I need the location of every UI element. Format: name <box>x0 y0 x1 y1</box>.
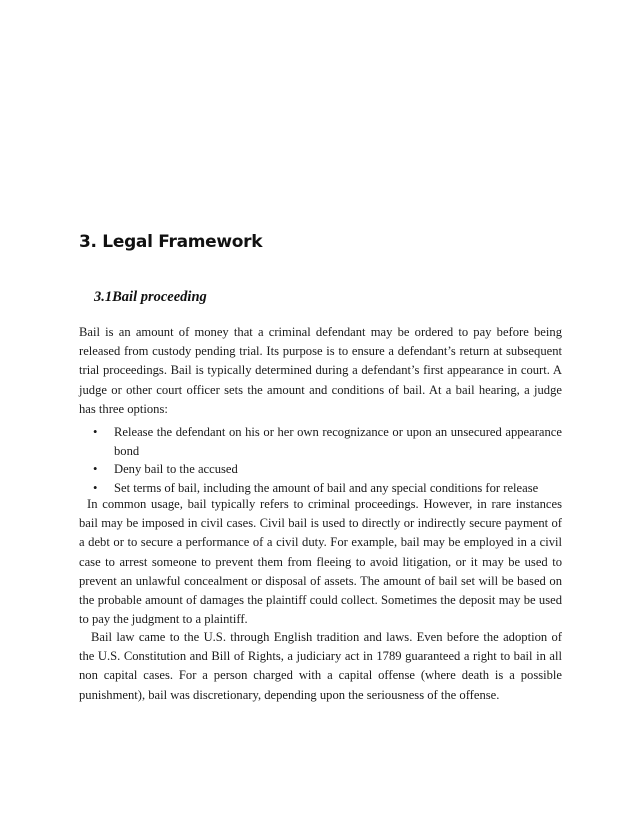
list-item <box>79 460 562 479</box>
list-item-text: Set terms of bail, including the amount of bail and any special conditions for release <box>114 480 539 495</box>
list-item-text: Release the defendant on his or her own recognizance or upon an unsecured appearance bond <box>114 425 562 458</box>
bail-options-list <box>79 423 562 497</box>
bullet-icon: • <box>93 462 98 476</box>
intro-paragraph: Bail is an amount of money that a criminal defendant may be ordered to pay before being released from custody pending trial. Its purpose is to ensure a defendant’s return at subsequent trial proceedings. Bail is typically determined during a defendant’s first appearance in court. A judge or other court officer sets the amount and conditions of bail. At a bail hearing, a judge has three options: <box>79 325 562 416</box>
list-item-text: Deny bail to the accused <box>114 462 238 476</box>
list-item <box>79 423 562 460</box>
bullet-icon: • <box>93 425 98 439</box>
civil-bail-paragraph: In common usage, bail typically refers to criminal proceedings. However, in rare instances bail may be imposed in civil cases. Civil bail is used to directly or indirectly secure payment of a debt or to secure a performance of a civil duty. For example, bail may be employed in a civil case to arrest someone to prevent them from fleeing to avoid litigation, or it may be used to prevent an unlawful concealment or disposal of assets. The amount of bail set will be based on the probable amount of damages the plaintiff could collect. Sometimes the deposit may be used to pay the judgment to a plaintiff. <box>79 497 562 627</box>
bullet-icon: • <box>93 480 98 495</box>
section-title: 3.1Bail proceeding <box>94 289 207 305</box>
chapter-title: 3. Legal Framework <box>79 232 263 252</box>
bail-history-paragraph: Bail law came to the U.S. through English tradition and laws. Even before the adoption of the U.S. Constitution and Bill of Rights, a judiciary act in 1789 guaranteed a right to bail in all non capital cases. For a person charged with a capital offense (where death is a possible punishment), bail was discretionary, depending upon the seriousness of the offense. <box>79 630 562 702</box>
